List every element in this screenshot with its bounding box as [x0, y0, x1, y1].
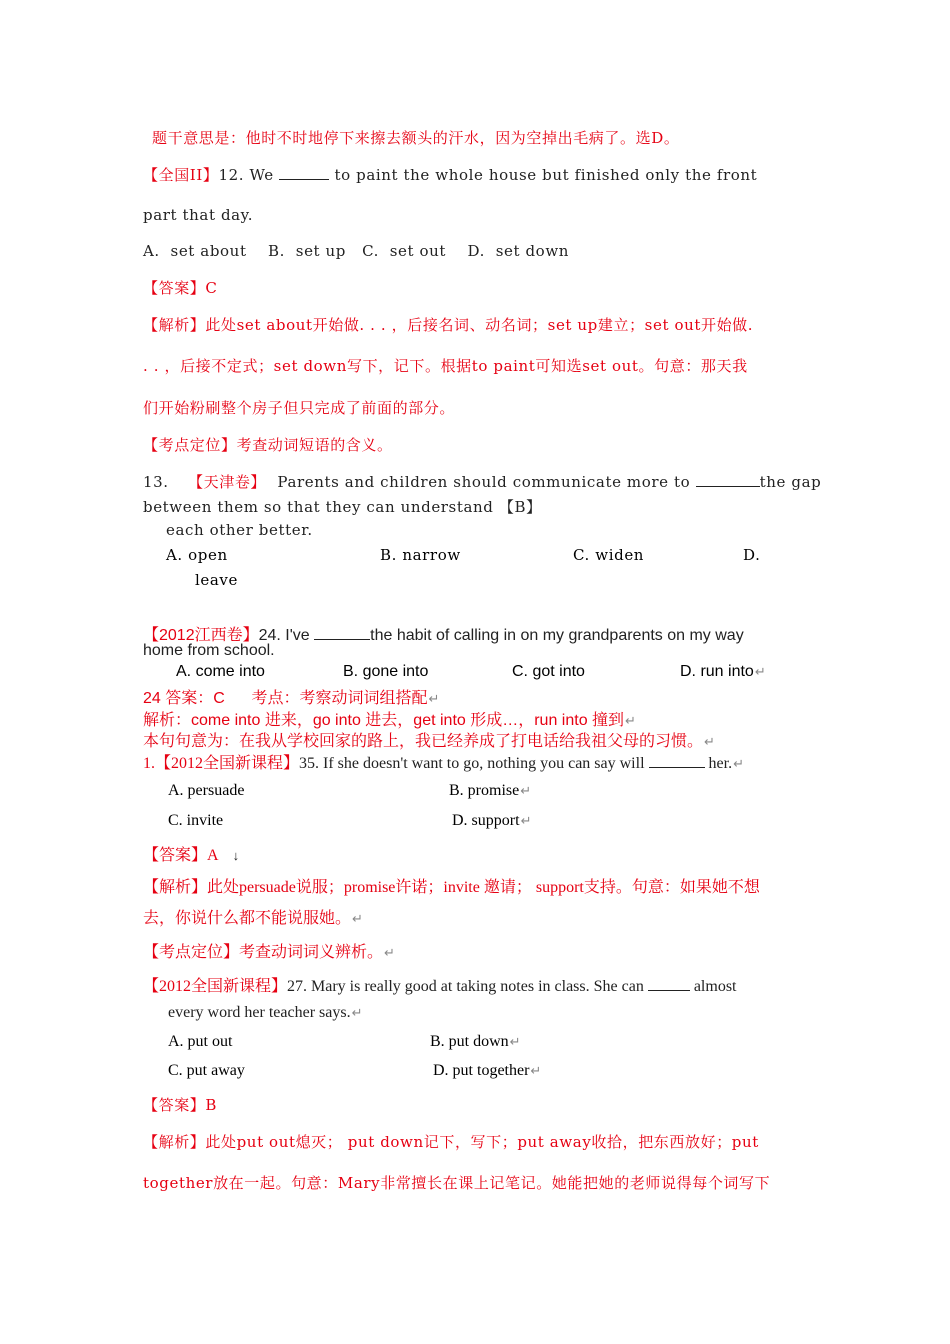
q24-answer-text: 24 答案：C 考点：考察动词词组搭配	[143, 690, 428, 707]
paragraph-mark: ↵	[704, 734, 715, 749]
q27-option-b-text: B. put down	[430, 1033, 509, 1050]
q12-stem-part2: to paint the whole house but finished only the front	[334, 166, 758, 184]
q35-option-d-text: D. support	[452, 812, 520, 829]
q24-option-a: A. come into	[176, 663, 265, 680]
q35-stem	[143, 750, 744, 773]
q35-explanation-2-text: 去，你说什么都不能说服她。	[143, 910, 352, 927]
q12-options: A. set about B. set up C. set out D. set down	[143, 242, 570, 260]
q13-option-c: C. widen	[573, 546, 645, 564]
q27-stem-part2: almost	[693, 978, 737, 995]
q27-stem	[143, 973, 737, 996]
q24-stem-cont: home from school.	[143, 642, 275, 659]
q24-option-d-text: D. run into	[680, 663, 754, 680]
q27-answer: 【答案】B	[143, 1096, 218, 1114]
q24-explanation-2-text: 本句句意为：在我从学校回家的路上，我已经养成了打电话给我祖父母的习惯。	[143, 733, 704, 750]
q35-knowledge-point	[143, 939, 395, 962]
q27-option-d	[433, 1062, 541, 1080]
q12-stem-part1: 12. We	[218, 166, 274, 184]
paragraph-mark: ↵	[384, 945, 395, 960]
q35-answer-text: 【答案】A	[143, 847, 219, 864]
q24-source-tag: 【2012江西卷】	[143, 627, 259, 644]
q13-number: 13.	[143, 473, 169, 491]
paragraph-mark: ↵	[625, 713, 636, 728]
q35-option-d	[452, 812, 531, 830]
q13-stem-cont2: each other better.	[166, 521, 313, 539]
q27-stem-cont	[168, 1004, 362, 1022]
q12-explanation-1: 【解析】此处set about开始做. . . ，后接名词、动名词；set up建立；set out开始做.	[143, 316, 754, 334]
q24-stem-part1: 24. I've	[258, 627, 310, 644]
q35-option-b	[449, 782, 531, 800]
answer-blank	[648, 976, 690, 991]
q27-option-c: C. put away	[168, 1062, 245, 1079]
q12-stem	[143, 164, 757, 185]
q12-stem-cont: part that day.	[143, 206, 254, 224]
q13-option-d: D.	[743, 546, 761, 564]
q35-explanation-2	[143, 905, 363, 928]
q13-stem-part2: the gap	[759, 473, 822, 491]
paragraph-mark: ↵	[754, 664, 766, 679]
q13-option-b: B. narrow	[380, 546, 461, 564]
q13-stem	[143, 471, 821, 492]
paragraph-mark: ↵	[520, 813, 532, 828]
explanation-line: 题干意思是：他时不时地停下来擦去额头的汗水，因为空掉出毛病了。选D。	[152, 129, 680, 147]
q35-explanation-1: 【解析】此处persuade说服；promise许诺；invite 邀请； support支持。句意：如果她不想	[143, 879, 760, 896]
answer-blank	[279, 165, 329, 180]
q13-source-tag: 【天津卷】	[188, 473, 267, 491]
q35-answer	[143, 842, 239, 865]
paragraph-mark: ↵	[351, 1005, 363, 1020]
q24-stem-part2: the habit of calling in on my grandparents on my way	[370, 627, 744, 644]
q35-option-b-text: B. promise	[449, 782, 520, 799]
answer-blank	[696, 472, 760, 487]
q35-stem-part2: her.	[708, 755, 733, 772]
q27-explanation-1: 【解析】此处put out熄灭； put down记下，写下；put away收拾，把东西放好；put	[143, 1133, 759, 1151]
q24-explanation-2	[143, 728, 715, 751]
paragraph-mark: ↵	[733, 756, 744, 771]
q35-option-c: C. invite	[168, 812, 224, 829]
q12-source-tag: 【全国II】	[143, 166, 219, 184]
q24-option-c: C. got into	[512, 663, 585, 680]
q24-explanation-1-text: 解析：come into 进来，go into 进去，get into 形成…，run into 撞到	[143, 712, 625, 729]
paragraph-mark: ↵	[428, 691, 440, 706]
q35-knowledge-point-text: 【考点定位】考查动词词义辨析。	[143, 944, 384, 961]
q35-source-tag: 1.【2012全国新课程】	[143, 755, 300, 772]
answer-blank	[649, 753, 705, 768]
q35-option-a: A. persuade	[168, 782, 245, 799]
q27-stem-part1: 27. Mary is really good at taking notes in class. She can	[287, 978, 644, 995]
q27-option-a: A. put out	[168, 1033, 233, 1050]
q13-stem-part1: Parents and children should communicate more to	[277, 473, 691, 491]
q12-explanation-3: 们开始粉刷整个房子但只完成了前面的部分。	[143, 399, 456, 417]
down-arrow-icon: ↓	[232, 848, 240, 863]
q13-stem-cont: between them so that they can understand 【B】	[143, 498, 542, 516]
q24-answer	[143, 685, 439, 708]
q27-option-d-text: D. put together	[433, 1062, 530, 1079]
q24-option-d	[680, 663, 766, 681]
q24-explanation-1	[143, 707, 636, 730]
q27-stem-cont-text: every word her teacher says.	[168, 1004, 351, 1021]
q24-option-b: B. gone into	[343, 663, 429, 680]
q13-option-a: A. open	[166, 546, 228, 564]
paragraph-mark: ↵	[509, 1034, 521, 1049]
paragraph-mark: ↵	[530, 1063, 542, 1078]
paragraph-mark: ↵	[352, 911, 363, 926]
q12-knowledge-point: 【考点定位】考查动词短语的含义。	[143, 436, 393, 454]
q13-option-d-text: leave	[195, 571, 238, 589]
q35-stem-part1: 35. If she doesn't want to go, nothing you can say will	[299, 755, 645, 772]
q27-option-b	[430, 1033, 521, 1051]
q27-explanation-2: together放在一起。句意：Mary非常擅长在课上记笔记。她能把她的老师说得每个词写下	[143, 1174, 771, 1192]
q12-answer: 【答案】C	[143, 279, 218, 297]
q27-source-tag: 【2012全国新课程】	[143, 978, 288, 995]
q12-explanation-2: . . ，后接不定式；set down写下，记下。根据to paint可知选set out。句意：那天我	[143, 357, 748, 375]
answer-blank	[314, 625, 370, 640]
paragraph-mark: ↵	[520, 783, 532, 798]
